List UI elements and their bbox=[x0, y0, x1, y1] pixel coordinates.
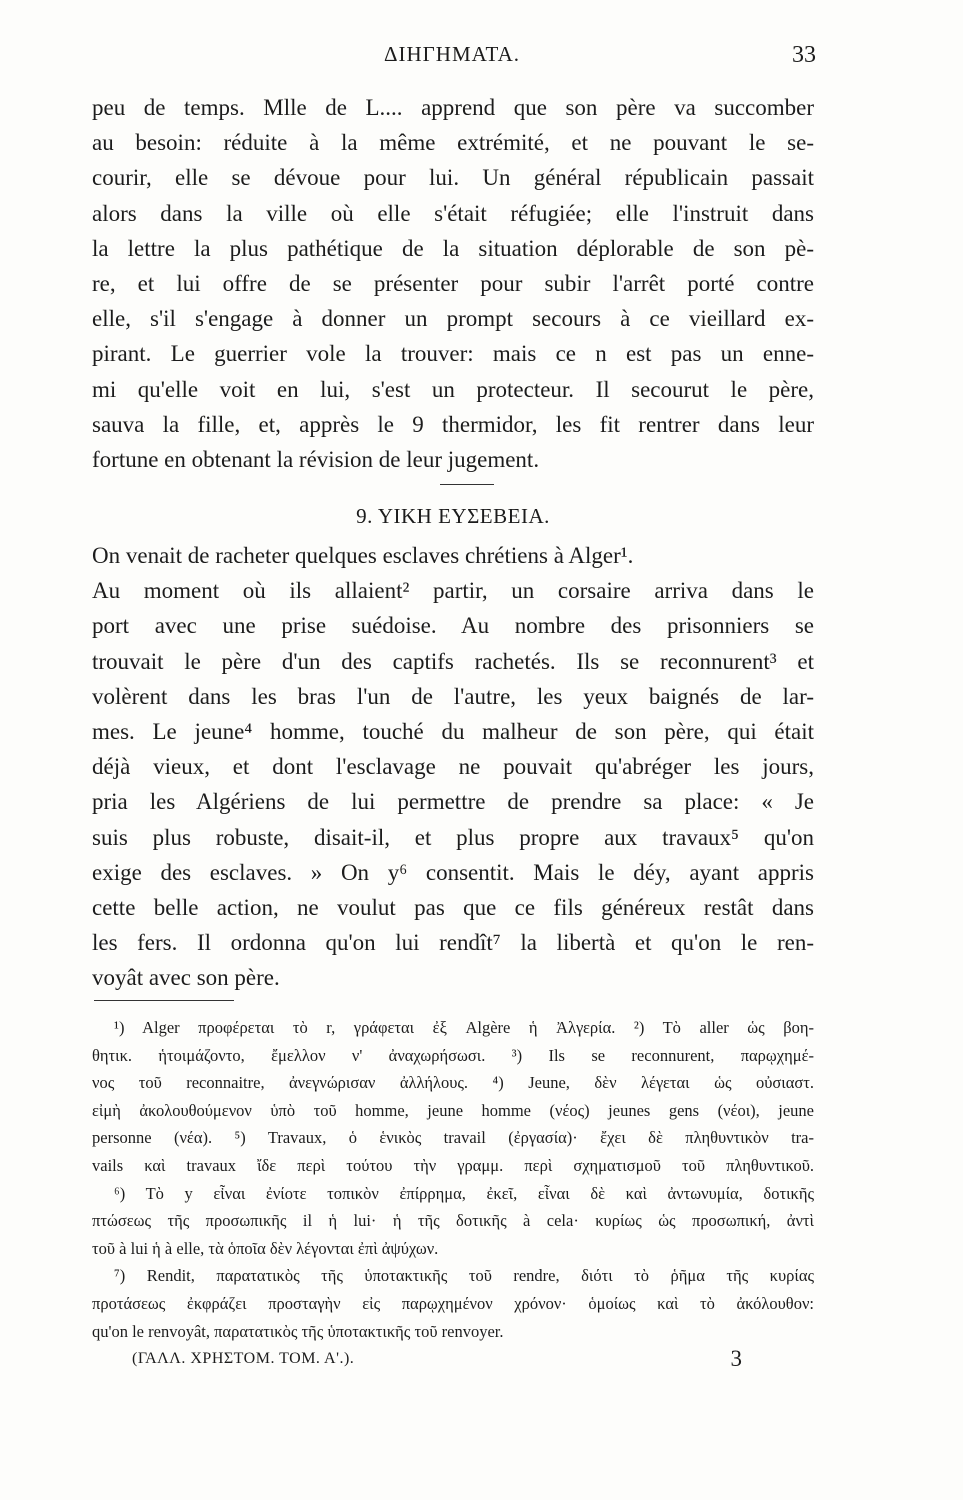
footnote-line: προτάσεως ἐκφράζει προσταγὴν εἰς παρῳχημένον χρόνον· ὁμοίως καὶ τὸ ἀκόλουθον: bbox=[92, 1293, 814, 1313]
text-line: au besoin: réduite à la même extrémité, et ne pouvant le se- bbox=[92, 130, 814, 156]
footnote-line: ¹) Alger προφέρεται τὸ r, γράφεται ἐξ Algère ἡ Ἀλγερία. ²) Τὸ aller ὡς βοη- bbox=[114, 1018, 814, 1037]
text-line: trouvait le père d'un des captifs rachetés. Ils se reconnurent³ et bbox=[92, 648, 814, 674]
running-title: ΔΙΗΓΗΜΑΤΑ. bbox=[383, 42, 521, 66]
text-line: suis plus robuste, disait-il, et plus propre aux travaux⁵ qu'on bbox=[92, 824, 814, 850]
text-line: cette belle action, ne voulut pas que ce fils généreux restât dans bbox=[92, 894, 814, 920]
text-line: mi qu'elle voit en lui, s'est un protecteur. Il secourut le père, bbox=[92, 376, 814, 402]
text-line: pria les Algériens de lui permettre de prendre sa place: « Je bbox=[92, 789, 814, 815]
text-line: alors dans la ville où elle s'était réfugiée; elle l'instruit dans bbox=[92, 200, 814, 226]
footnote-line: personne (νέα). ⁵) Travaux, ὁ ἑνικὸς travail (ἐργασία)· ἔχει δὲ πληθυντικὸν tra- bbox=[92, 1128, 814, 1148]
footnote-line: vails καὶ travaux ἴδε περὶ τούτου τὴν γραμμ. περὶ σχηματισμοῦ τοῦ πληθυντικοῦ. bbox=[92, 1155, 814, 1175]
paragraph-2 bbox=[92, 538, 814, 995]
text-line: peu de temps. Mlle de L.... apprend que son père va succomber bbox=[92, 95, 814, 120]
page-footer bbox=[92, 1346, 812, 1378]
text-line: voyât avec son père. bbox=[92, 965, 280, 991]
text-line: la lettre la plus pathétique de la situation déplorable de son pè- bbox=[92, 235, 814, 261]
footnote-line: ⁷) Rendit, παρατατικὸς τῆς ὑποτακτικῆς τοῦ rendre, διότι τὸ ῥῆμα τῆς κυρίας bbox=[114, 1266, 814, 1286]
footnote-line: πτώσεως τῆς προσωπικῆς il ἡ lui· ἡ τῆς δοτικῆς à cela· κυρίως ὡς προσωπική, ἀντὶ bbox=[92, 1211, 814, 1231]
text-line: re, et lui offre de se présenter pour subir l'arrêt porté contre bbox=[92, 270, 814, 296]
text-line: sauva la fille, et, apprès le 9 thermidor, les fit rentrer dans leur bbox=[92, 411, 814, 437]
text-line: courir, elle se dévoue pour lui. Un général républicain passait bbox=[92, 165, 814, 191]
signature-mark: (ΓΑΛΛ. ΧΡΗΣΤΟΜ. ΤΟΜ. Α'.). bbox=[132, 1350, 355, 1367]
text-line: port avec une prise suédoise. Au nombre des prisonniers se bbox=[92, 613, 814, 639]
text-line: elle, s'il s'engage à donner un prompt secours à ce vieillard ex- bbox=[92, 306, 814, 332]
text-line: déjà vieux, et dont l'esclavage ne pouvait qu'abréger les jours, bbox=[92, 754, 814, 780]
footnote-line: qu'on le renvoyât, παρατατικὸς τῆς ὑποτακτικῆς τοῦ renvoyer. bbox=[92, 1321, 504, 1341]
section-title: 9. ΥΙΚΗ ΕΥΣΕΒΕΙΑ. bbox=[356, 504, 550, 528]
footnotes bbox=[92, 1014, 814, 1345]
text-line: les fers. Il ordonna qu'on lui rendît⁷ la libertà et qu'on le ren- bbox=[92, 930, 814, 956]
footnote-line: νος τοῦ reconnaitre, ἀνεγνώρισαν ἀλλήλους. ⁴) Jeune, δὲν λέγεται ὡς οὐσιαστ. bbox=[92, 1073, 814, 1093]
text-line: mes. Le jeune⁴ homme, touché du malheur de son père, qui était bbox=[92, 718, 814, 744]
text-line: fortune en obtenant la révision de leur jugement. bbox=[92, 446, 540, 472]
sheet-number: 3 bbox=[730, 1346, 742, 1371]
page-number: 33 bbox=[792, 42, 816, 68]
section-divider bbox=[440, 484, 494, 485]
footnote-line: εἰμὴ ἀκολουθούμενον ὑπὸ τοῦ homme, jeune homme (νέος) jeunes gens (νέοι), jeune bbox=[92, 1100, 814, 1120]
text-line: volèrent dans les bras l'un de l'autre, les yeux baignés de lar- bbox=[92, 683, 814, 709]
paragraph-1 bbox=[92, 90, 814, 477]
text-line: On venait de racheter quelques esclaves chrétiens à Alger¹. bbox=[92, 543, 634, 568]
text-line: pirant. Le guerrier vole la trouver: mais ce n est pas un enne- bbox=[92, 341, 814, 367]
footnote-line: τοῦ à lui ἡ à elle, τὰ ὁποῖα δὲν λέγονται ἐπὶ ἀψύχων. bbox=[92, 1238, 439, 1258]
running-header bbox=[92, 42, 816, 72]
footnote-line: θητικ. ἡτοιμάζοντο, ἔμελλον ν' ἀναχωρήσωσι. ³) Ils se reconnurent, παρῳχημέ- bbox=[92, 1045, 814, 1065]
text-line: Au moment où ils allaient² partir, un corsaire arriva dans le bbox=[92, 578, 814, 604]
footnote-line: ⁶) Τὸ y εἶναι ἐνίοτε τοπικὸν ἐπίρρημα, ἐκεῖ, εἶναι δὲ καὶ ἀντωνυμία, δοτικῆς bbox=[114, 1183, 814, 1203]
text-line: exige des esclaves. » On y⁶ consentit. Mais le déy, ayant appris bbox=[92, 859, 814, 885]
footnote-divider bbox=[94, 1000, 234, 1001]
